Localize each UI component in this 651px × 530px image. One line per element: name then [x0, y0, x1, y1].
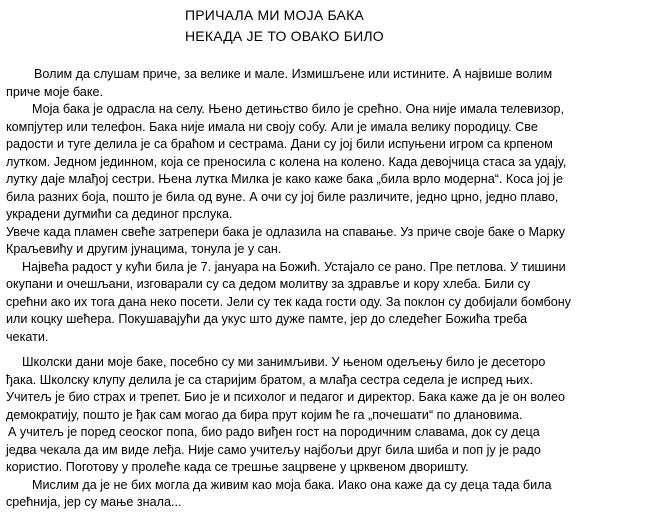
text-line: ђака. Школску клупу делила је са старијим братом, а млађа сестра седела је испред њих. [6, 372, 533, 387]
text-line: Краљевићу и другим јунацима, тонула је у сан. [6, 242, 282, 256]
text-line: или коцку шећера. Покушавајући да укус што дуже памте, јер до следећег Божића треба [6, 312, 528, 326]
text-line: компјутер или телефон. Бака није имала ни своју собу. Али је имала велику породицу. Све [6, 119, 538, 134]
text-line: Увече када пламен свеће затрепери бака је одлазила на спавање. Уз приче своје баке о Марку [6, 224, 566, 239]
text-line: Волим да слушам приче, за велике и мале. Измишљене или истините. А највише волим [34, 67, 553, 81]
paragraph-gap [6, 346, 646, 354]
text-line: украдени дугмићи са дединог прслука. [6, 207, 233, 221]
text-line: чекати. [6, 329, 49, 344]
text-line: Учитељ је био страх и трепет. Био је и психолог и педагог и директор. Бака каже да је он волео [6, 390, 565, 404]
text-line: окупани и очешљани, изговарали су са дедом молитву за здравље и кору хлеба. Били су [6, 277, 531, 291]
document-body [6, 66, 646, 512]
text-line: Највећа радост у кући била је 7. јануара на Божић. Устајало се рано. Пре петлова. У тишини [22, 259, 566, 274]
text-line: радости и туге делила је са браћом и сестрама. Дани су јој били испуњени игром са крпеном [6, 137, 553, 151]
title-line-1: ПРИЧАЛА МИ МОЈА БАКА [185, 7, 364, 23]
text-line: Школски дани моје баке, посебно су ми занимљиви. У њеном одељењу било је десеторо [22, 355, 546, 369]
text-line: лутку даје млађој сестри. Њена лутка Милка је како каже бака „била врло модерна“. Коса јој је [6, 172, 563, 186]
text-line: једва чекала да им виде леђа. Није само учитељу најбољи друг била шиба и поп ју је радо [6, 442, 541, 457]
text-line: лутком. Једном јединном, која се преносила с колена на колено. Када девојчица стаса за удају, [6, 154, 567, 169]
text-line: Мислим да је не бих могла да живим као моја бака. Иако она каже да су деца тада била [32, 477, 552, 492]
text-line: приче моје баке. [6, 84, 103, 99]
text-line: срећнија, јер су мање знала... [6, 495, 182, 509]
text-line: демократију, пошто је ђак сам могао да бира прут којим ће га „почешати“ по длановима. [6, 407, 523, 422]
title-line-2: НЕКАДА ЈЕ ТО ОВАКО БИЛО [185, 28, 384, 44]
text-line: користио. Поготову у пролеће када се трешње зацрвене у црквеном дворишту. [6, 460, 469, 474]
text-line: Моја бака је одрасла на селу. Њено детињство било је срећно. Она није имала телевизор, [32, 102, 565, 116]
text-line: била разних боја, пошто је била од вуне. А очи су јој биле различите, једно црно, једно плаво, [6, 189, 559, 204]
text-line: срећни ако их тога дана неко посети. Јели су тек када гости оду. За поклон су добијали бомбону [6, 294, 571, 309]
text-line: А учитељ је поред сеоског попа, био радо виђен гост на породичним славама, док су деца [8, 425, 540, 439]
document-title [185, 5, 384, 47]
